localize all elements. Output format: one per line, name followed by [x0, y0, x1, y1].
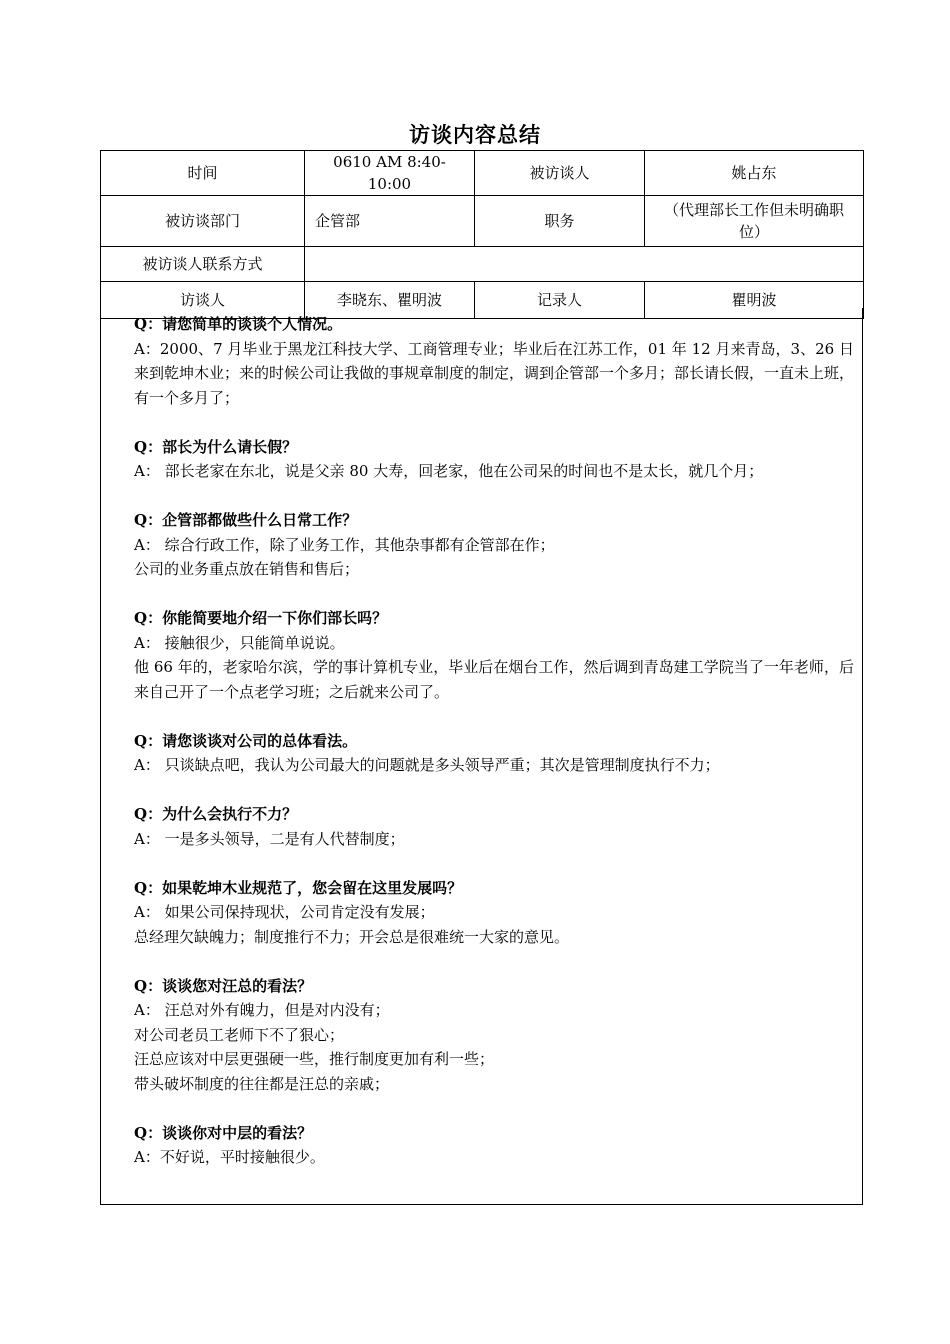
question: Q：请您谈谈对公司的总体看法。 [134, 731, 358, 750]
answer-line: A： 部长老家在东北，说是父亲 80 大寿，回老家，他在公司呆的时间也不是太长，就几个月； [134, 462, 764, 480]
contact-value [305, 247, 864, 282]
answer-line: 公司的业务重点放在销售和售后； [134, 560, 360, 578]
interview-info-table [100, 150, 864, 319]
answer-line: A： 一是多头领导，二是有人代替制度； [134, 829, 405, 848]
department-value: 企管部 [305, 196, 475, 247]
answer-line: A： 如果公司保持现状，公司肯定没有发展； [134, 903, 435, 921]
interviewee-label: 被访谈人 [475, 151, 645, 196]
question: Q：如果乾坤木业规范了，您会留在这里发展吗？ [134, 878, 463, 897]
answer-line: A： 综合行政工作，除了业务工作，其他杂事都有企管部在作； [134, 535, 555, 554]
question: Q：企管部都做些什么日常工作？ [134, 511, 358, 529]
position-value: （代理部长工作但未明确职位） [645, 196, 864, 247]
position-label: 职务 [475, 196, 645, 247]
info-row-contact [101, 247, 864, 282]
answer-line: A：2000、7 月毕业于黑龙江科技大学、工商管理专业；毕业后在江苏工作，01 年 12 月来青岛，3、26 日来到乾坤木业；来的时候公司让我做的事规章制度的制定，调到企管部一个多月；部长请长假，一直未上班，有一个多月了； [134, 339, 855, 407]
department-label: 被访谈部门 [101, 196, 305, 247]
answer-line: 对公司老员工老师下不了狠心； [134, 1025, 345, 1044]
qa-item [134, 1121, 854, 1170]
answer-line: 带头破坏制度的往往都是汪总的亲戚； [134, 1074, 390, 1093]
question: Q：请您简单的谈谈个人情况。 [134, 315, 343, 333]
qa-item [134, 312, 854, 410]
answer-line: A： 汪总对外有魄力，但是对内没有； [134, 1001, 390, 1019]
answer-line: 汪总应该对中层更强硬一些，推行制度更加有利一些； [134, 1050, 495, 1068]
interviewer-label: 访谈人 [101, 282, 305, 319]
qa-section [100, 308, 863, 1205]
answer-line: A： 只谈缺点吧，我认为公司最大的问题就是多头领导严重；其次是管理制度执行不力； [134, 756, 720, 774]
qa-item [134, 508, 854, 582]
question: Q：你能简要地介绍一下你们部长吗？ [134, 609, 388, 627]
interviewer-value: 李晓东、瞿明波 [305, 282, 475, 319]
qa-item [134, 729, 854, 778]
interviewee-value: 姚占东 [645, 151, 864, 196]
answer-line: 总经理欠缺魄力；制度推行不力；开会总是很难统一大家的意见。 [134, 927, 570, 946]
recorder-label: 记录人 [475, 282, 645, 319]
answer-line: A：不好说，平时接触很少。 [134, 1148, 325, 1166]
question: Q：谈谈你对中层的看法？ [134, 1123, 313, 1142]
qa-item [134, 435, 854, 484]
answer-line: 他 66 年的，老家哈尔滨，学的事计算机专业，毕业后在烟台工作，然后调到青岛建工学院当了一年老师，后来自己开了一个点老学习班；之后就来公司了。 [134, 658, 854, 701]
page-title: 访谈内容总结 [409, 122, 541, 147]
time-label: 时间 [101, 151, 305, 196]
qa-item [134, 974, 854, 1097]
question: Q：谈谈您对汪总的看法？ [134, 976, 313, 995]
qa-item [134, 876, 854, 950]
qa-item [134, 606, 854, 704]
qa-item [134, 802, 854, 851]
answer-line: A： 接触很少，只能简单说说。 [134, 633, 345, 652]
contact-label: 被访谈人联系方式 [101, 247, 305, 282]
question: Q：为什么会执行不力？ [134, 805, 298, 823]
info-row-time [101, 151, 864, 196]
question: Q：部长为什么请长假？ [134, 437, 298, 456]
recorder-value: 瞿明波 [645, 282, 864, 319]
time-value: 0610 AM 8:40-10:00 [305, 151, 475, 196]
info-row-department [101, 196, 864, 247]
